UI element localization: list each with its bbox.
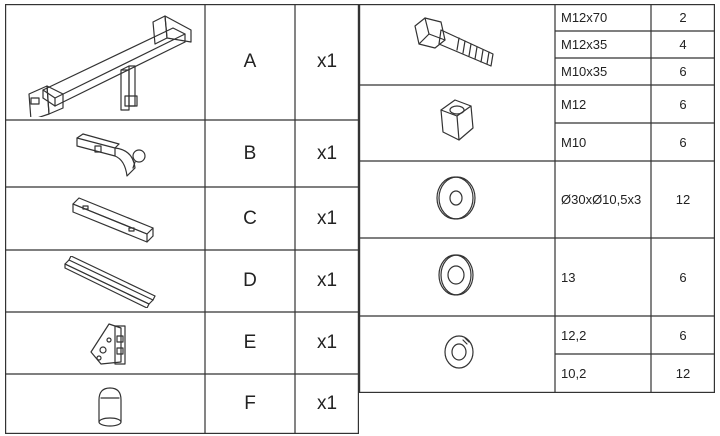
part-letter: C [243,207,257,229]
part-quantity: x1 [316,270,338,291]
angle-profile-icon [63,256,159,313]
hardware-quantity: 12 [675,192,691,207]
part-quantity: x1 [316,142,338,164]
part-quantity: x1 [316,393,338,414]
hardware-size: Ø30xØ10,5x3 [561,192,642,207]
hardware-quantity: 6 [679,269,687,285]
part-letter: D [243,270,257,291]
hardware-size: M12x35 [561,37,608,52]
hardware-quantity: 12 [675,366,691,381]
part-letter: E [243,332,257,353]
hardware-quantity: 6 [679,96,687,112]
bolt-icon [411,16,501,79]
socket-plate-icon [87,318,131,373]
hardware-quantity: 4 [679,37,687,52]
part-letter: F [244,393,256,414]
part-quantity: x1 [316,332,338,353]
hardware-size: M10x35 [561,64,608,79]
ball-cap-icon [93,384,127,433]
hardware-quantity: 6 [679,327,687,343]
hardware-table [359,4,715,393]
nut-icon [435,96,479,153]
tow-bar-crossbeam-icon [13,12,198,122]
hardware-size: 13 [561,269,576,285]
tow-ball-hook-icon [75,128,155,187]
hardware-size: 10,2 [561,366,587,381]
washer-icon [433,252,479,305]
part-letter: B [243,142,257,164]
hardware-size: M12x70 [561,10,608,25]
hardware-size: M12 [561,96,587,112]
hardware-size: 12,2 [561,327,587,343]
part-quantity: x1 [316,51,338,72]
mounting-bracket-icon [71,194,155,253]
part-quantity: x1 [316,207,338,229]
hardware-quantity: 6 [679,134,687,150]
part-letter: A [243,51,257,72]
parts-table [5,4,359,434]
hardware-quantity: 2 [679,10,687,25]
spring-washer-icon [439,332,479,377]
flat-washer-icon [431,174,481,229]
hardware-size: M10 [561,134,587,150]
hardware-quantity: 6 [679,64,687,79]
